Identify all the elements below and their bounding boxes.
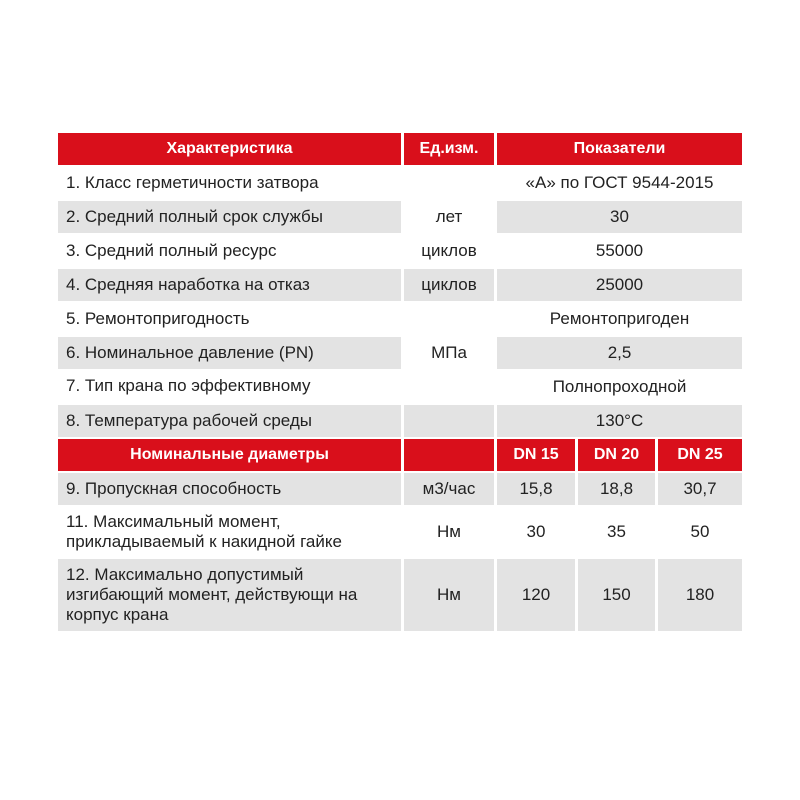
row-value: 2,5 (497, 337, 742, 371)
row-value: 30 (497, 201, 742, 235)
row-label: 4. Средняя наработка на отказ (58, 269, 404, 303)
table-row (58, 371, 742, 405)
row-unit: Нм (404, 559, 497, 633)
table-header-row (58, 133, 742, 167)
row-value-dn20: 35 (578, 507, 658, 559)
row-label: 5. Ремонтопригодность (58, 303, 404, 337)
row-label (58, 559, 404, 633)
table-row (58, 405, 742, 439)
row-value-dn25: 30,7 (658, 473, 742, 507)
row-unit (404, 405, 497, 439)
diameters-header-row (58, 439, 742, 473)
row-label: 3. Средний полный ресурс (58, 235, 404, 269)
row-value-dn20: 18,8 (578, 473, 658, 507)
header-unit: Ед.изм. (404, 133, 497, 167)
row-value-dn15: 15,8 (497, 473, 578, 507)
row-value: 25000 (497, 269, 742, 303)
header-dn20: DN 20 (578, 439, 658, 473)
row-value-dn15: 120 (497, 559, 578, 633)
row-label-line: 11. Максимальный момент, (66, 512, 281, 531)
row-value-dn20: 150 (578, 559, 658, 633)
row-value: 55000 (497, 235, 742, 269)
header-diameters-unit-blank (404, 439, 497, 473)
table-row (58, 473, 742, 507)
row-value-dn15: 30 (497, 507, 578, 559)
header-dn15: DN 15 (497, 439, 578, 473)
row-label: 6. Номинальное давление (PN) (58, 337, 404, 371)
row-unit: Нм (404, 507, 497, 559)
row-unit (404, 167, 497, 201)
header-dn25: DN 25 (658, 439, 742, 473)
table-row (58, 337, 742, 371)
row-label-text: 7. Тип крана по эффективному (66, 376, 311, 395)
table-row (58, 507, 742, 559)
row-label: 9. Пропускная способность (58, 473, 404, 507)
row-label-line: изгибающий момент, действующи на (66, 585, 358, 604)
row-value: 130°C (497, 405, 742, 439)
row-label (58, 507, 404, 559)
row-value: Ремонтопригоден (497, 303, 742, 337)
row-unit: циклов (404, 235, 497, 269)
table-row (58, 201, 742, 235)
table-row (58, 303, 742, 337)
row-value: Полнопроходной (497, 371, 742, 405)
row-unit: циклов (404, 269, 497, 303)
row-value-dn25: 50 (658, 507, 742, 559)
row-label: 8. Температура рабочей среды (58, 405, 404, 439)
row-value: «А» по ГОСТ 9544-2015 (497, 167, 742, 201)
row-unit: лет (404, 201, 497, 235)
row-unit: МПа (404, 337, 497, 371)
row-label-line: прикладываемый к накидной гайке (66, 532, 342, 551)
header-characteristic: Характеристика (58, 133, 404, 167)
row-label: 2. Средний полный срок службы (58, 201, 404, 235)
row-unit: м3/час (404, 473, 497, 507)
row-label: 1. Класс герметичности затвора (58, 167, 404, 201)
row-label (58, 371, 404, 405)
row-value-dn25: 180 (658, 559, 742, 633)
specifications-table (58, 133, 742, 633)
row-unit (404, 371, 497, 405)
header-diameters: Номинальные диаметры (58, 439, 404, 473)
table-row (58, 235, 742, 269)
row-unit (404, 303, 497, 337)
header-value: Показатели (497, 133, 742, 167)
table-row (58, 269, 742, 303)
table-row (58, 559, 742, 633)
row-label-line: корпус крана (66, 605, 169, 624)
table-row (58, 167, 742, 201)
row-label-line: 12. Максимально допустимый (66, 565, 304, 584)
